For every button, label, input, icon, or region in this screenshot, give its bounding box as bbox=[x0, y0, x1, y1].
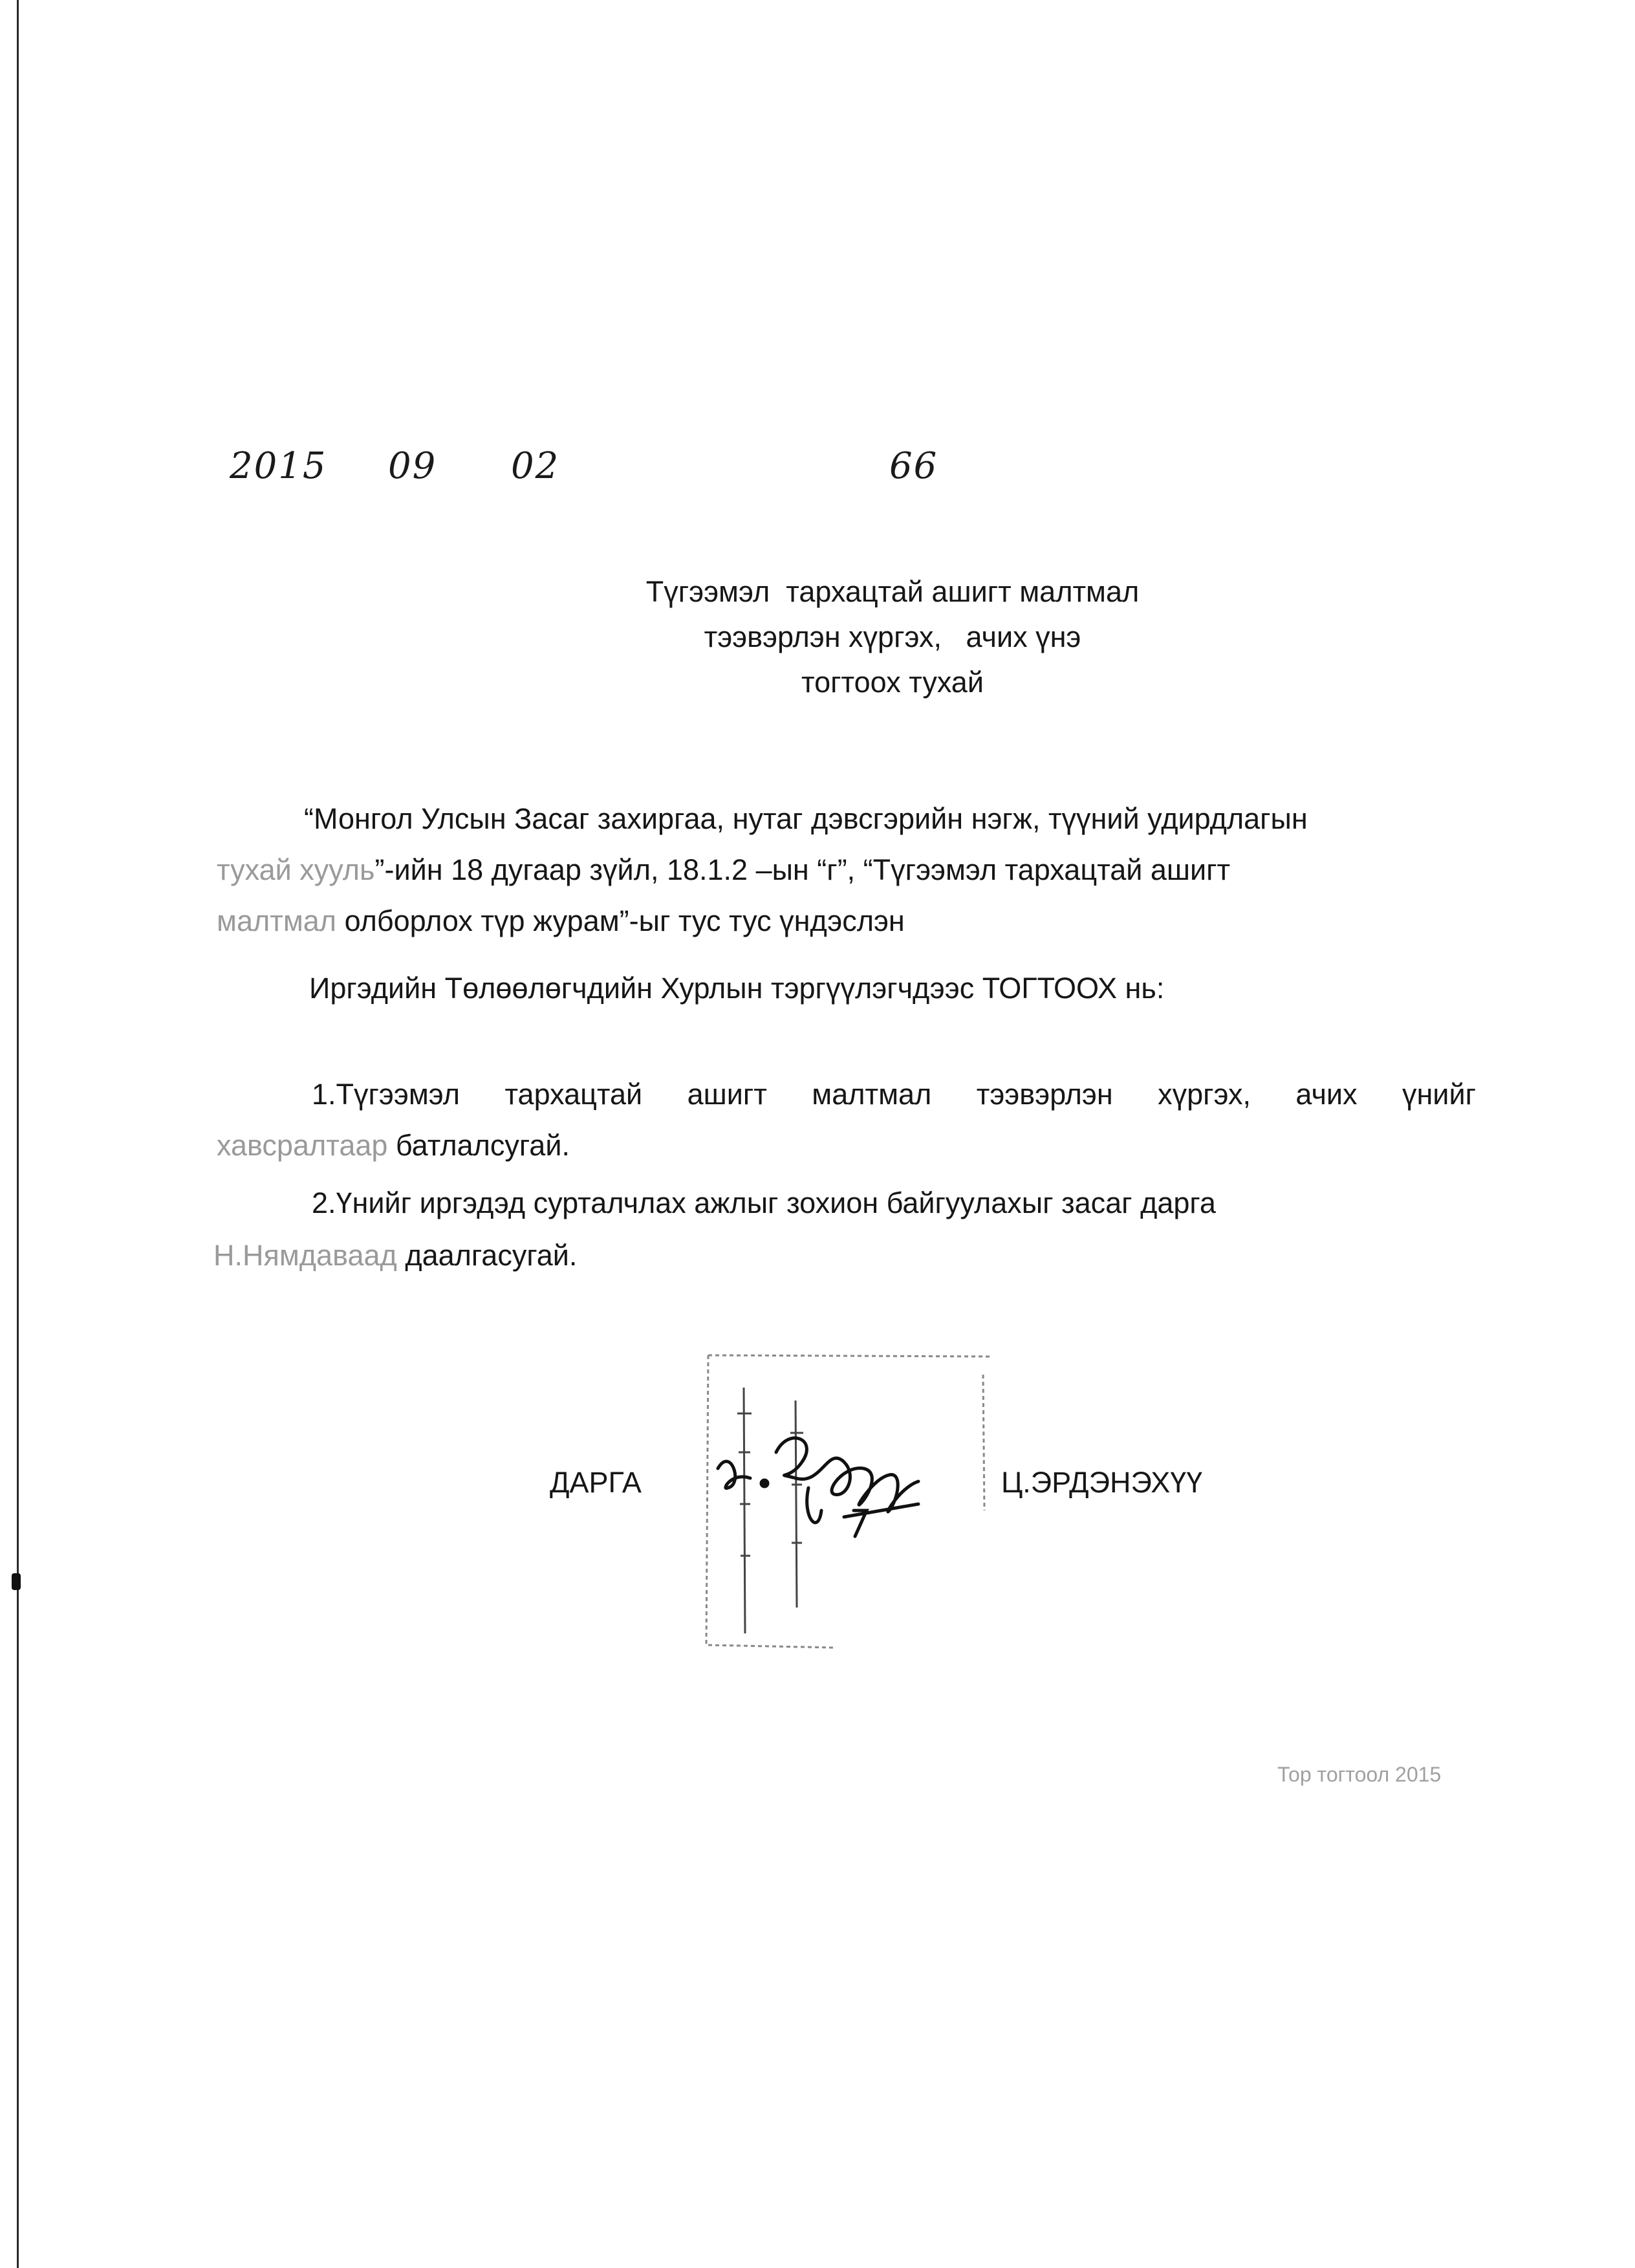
item-2-line-2 bbox=[213, 1231, 577, 1280]
handwritten-decree-number: 66 bbox=[889, 445, 938, 487]
stamp-and-signature bbox=[705, 1349, 996, 1653]
title-line-2: тээвэрлэн хүргэх, ачих үнэ bbox=[704, 620, 1081, 653]
vertical-script-marks bbox=[737, 1388, 803, 1633]
title-line-1: Түгээмэл тархацтай ашигт малтмал bbox=[645, 575, 1140, 608]
item-2-line-2-text: даалгасугай. bbox=[396, 1239, 578, 1272]
item-1-word: малтмал bbox=[812, 1078, 932, 1111]
item-1-line-2-faded: хавсралтаар bbox=[217, 1129, 388, 1162]
document-title bbox=[569, 569, 1216, 705]
faint-stamp-outline bbox=[706, 1355, 993, 1648]
item-2-line-2-faded: Н.Нямдаваад bbox=[213, 1239, 397, 1272]
item-1-word: ашигт bbox=[687, 1078, 767, 1111]
preamble-line-2-faded: тухай хууль bbox=[217, 853, 375, 886]
item-1-line-2 bbox=[217, 1121, 570, 1170]
preamble-line-3-faded: малтмал bbox=[217, 904, 337, 937]
scan-edge-mark bbox=[12, 1573, 21, 1590]
preamble-line-3 bbox=[217, 897, 905, 946]
preamble-line-3-text: олборлох түр журам”-ыг тус тус үндэслэн bbox=[336, 904, 905, 937]
handwritten-year: 2015 bbox=[230, 445, 327, 487]
item-1-word: үнийг bbox=[1402, 1078, 1476, 1111]
item-1-word: 1.Түгээмэл bbox=[312, 1078, 460, 1111]
item-1-word: тархацтай bbox=[504, 1078, 643, 1111]
item-2-line-1: 2.Үнийг иргэдэд сурталчлах ажлыг зохион байгуулахыг засаг дарга bbox=[312, 1186, 1216, 1219]
signatory-name: Ц.ЭРДЭНЭХҮҮ bbox=[1001, 1466, 1203, 1499]
preamble-line-2 bbox=[217, 845, 1230, 895]
item-1-line-2-text: батлалсугай. bbox=[387, 1129, 570, 1162]
scan-edge-line bbox=[17, 0, 19, 2268]
title-line-3: тогтоох тухай bbox=[801, 666, 984, 699]
item-1-line-1 bbox=[312, 1070, 1476, 1119]
resolution-heading: Иргэдийн Төлөөлөгчдийн Хурлын тэргүүлэгчдээс ТОГТООХ нь: bbox=[309, 972, 1165, 1005]
handwritten-month: 09 bbox=[388, 445, 437, 487]
item-1-word: ачих bbox=[1295, 1078, 1358, 1111]
footer-note: Тор тогтоол 2015 bbox=[1277, 1763, 1442, 1786]
item-1-word: хүргэх, bbox=[1158, 1078, 1251, 1111]
item-1-word: тээвэрлэн bbox=[976, 1078, 1113, 1111]
signatory-title: ДАРГА bbox=[550, 1466, 642, 1499]
preamble-line-1: “Монгол Улсын Засаг захиргаа, нутаг дэвсгэрийн нэгж, түүний удирдлагын bbox=[304, 802, 1308, 835]
handwritten-day: 02 bbox=[511, 445, 560, 487]
preamble-line-2-text: ”-ийн 18 дугаар зүйл, 18.1.2 –ын “г”, “Түгээмэл тархацтай ашигт bbox=[374, 853, 1231, 886]
